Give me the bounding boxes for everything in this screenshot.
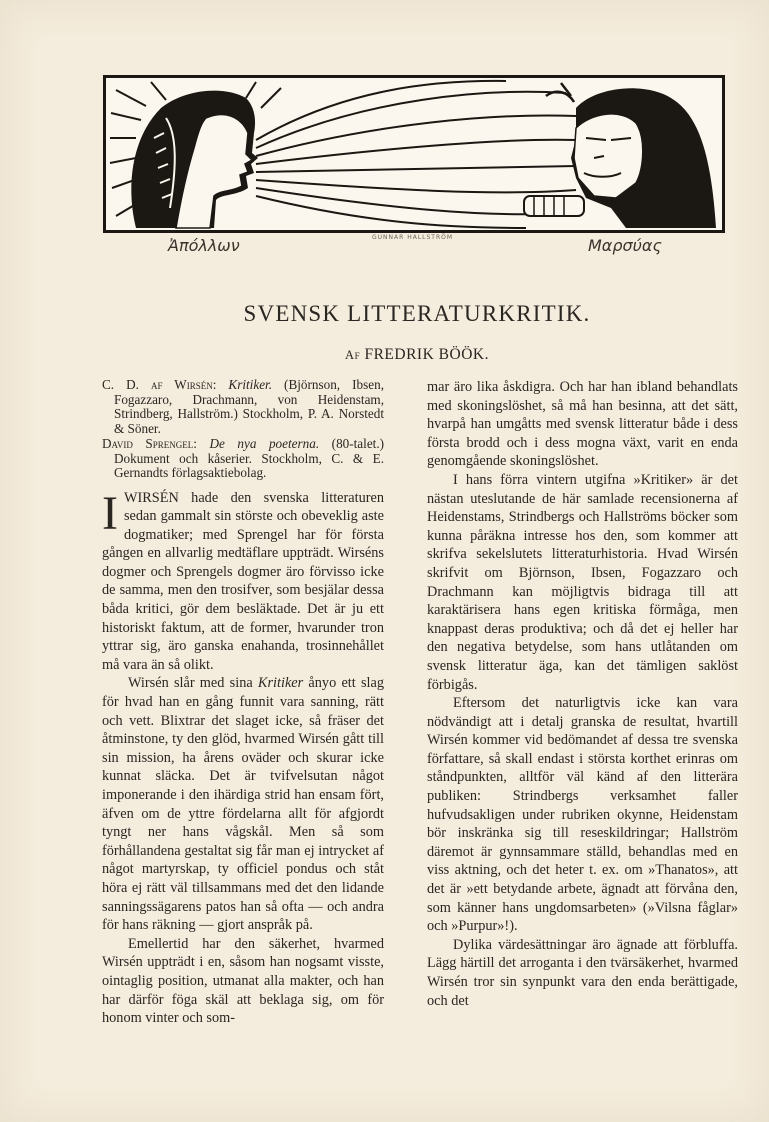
paragraph-text: ånyo ett slag för hvad han en gång funnit vara sanning, rätt och vett. Blixtrar det slaget icke, så fräser det åtminstone, ty den glöd, hvarmed Wirsén gått till sin mission, ha årens oväder och skurar icke kunnat släcka. Det är tvifvelsutan något imponerande i den ihärdiga strid han ensam fört, äfven om de yttre fördelarna allt för afgjordt tyngt ner hans vågskål. Men så som förhållandena gestaltat sig får man ej intrycket af något martyrskap, ty officiel pondus och ståt höra ej rätt väl tillsammans med det den lidande sanningssägarens patos han så ofta — och andra för hans räkning — gjort anspråk på.: [102, 675, 384, 934]
paragraph: Eftersom det naturligtvis icke kan vara nödvändigt att i detalj granska de resultat, hvartill Wirsén kommer vid bedömandet af dessa tre svenska författare, så skall endast i största korthet erinras om ståndpunkten, alltför väl känd af den litterära publiken: Strindbergs verksamhet faller hufvudsakligen under rubriken okynne, Heidenstam bör inskränka sig till reseskildringar; Hallström däremot är gynnsammare ställd, behandlas med en viss aktning, och det heter t. ex. om »Thanatos», att det är »ett betydande arbete, ägnadt att förvåna den, som känner hans ungdomsarbeten» (»Vilsna fåglar» och »Purpur»!).: [427, 695, 738, 935]
header-illustration: [103, 75, 725, 233]
byline-prefix: Af: [345, 348, 361, 362]
bib-details: (Björnson, Ibsen, Fogazzaro, Drachmann, von Heidenstam, Strindberg, Hallström.) Stockholm, P. A. Norstedt & Söner.: [114, 377, 384, 436]
work-title: Kritiker: [257, 675, 304, 692]
caption-apollo: Ἀπόλλων: [168, 236, 240, 255]
illustrator-signature: GUNNAR HALLSTRÖM: [372, 234, 454, 241]
drop-cap: I: [102, 486, 118, 540]
body-text-left: [102, 486, 384, 1028]
apollo-marsyas-illustration: [106, 78, 722, 230]
paragraph-text: Wirsén slår med sina: [128, 675, 258, 692]
marsyas-figure: [524, 83, 716, 228]
bibliography-entry: [102, 437, 384, 481]
bib-work: Kritiker.: [228, 377, 273, 392]
paragraph: Emellertid har den säkerhet, hvarmed Wirsén uppträdt i en, såsom han nogsamt visste, ointaglig position, utmanat alla makter, och han har därför föga skäl att beklaga sig, om för honom vinter och som-: [102, 935, 384, 1027]
left-column: [102, 378, 384, 1028]
bibliography-entry: [102, 378, 384, 436]
apollo-figure: [131, 91, 258, 228]
bib-work: De nya poeterna.: [209, 436, 320, 451]
article-title: SVENSK LITTERATURKRITIK.: [243, 301, 591, 326]
article-byline: [0, 346, 769, 364]
right-column: [427, 378, 738, 1010]
paragraph-text: WIRSÉN hade den svenska litteraturen sedan gammalt sin störste och obeveklig aste dogmatiker; med Sprengel har för första gången en allvarlig medtäflare uppträdt. Wirséns dogmer och Sprengels dogmer äro förvisso icke de samma, men den trosifver, som besjälar dessa båda kritici, gör dem besläktade. Det är ju ett historiskt faktum, att de former, hvarunder tron yttrar sig, äro ganska enahanda, trosinnehållet må vara än så olikt.: [102, 489, 384, 673]
bib-author: David Sprengel:: [102, 436, 197, 451]
paragraph: I hans förra vintern utgifna »Kritiker» är det nästan uteslutande de här samlade recensionerna af Heidenstams, Strindbergs och Hallströms böcker som kunna påräkna intresse hos den, som kommer att skrifva sekelslutets litteraturhistoria. Hvad Wirsén skrifvit om Björnson, Ibsen, Fogazzaro och Drachmann kan möjligtvis bidraga till att karaktärisera hans egen kritiska förmåga, men knappast deras produktiva; och då det ej heller har den negativa betydelse, som hans utlåtanden om svensk litteratur äga, kan det tämligen saklöst förbigås.: [427, 471, 738, 693]
caption-marsyas: Μαρσύας: [588, 236, 662, 255]
bib-details: (80-talet.) Dokument och kåserier. Stockholm, C. & E. Gernandts förlagsaktiebolag.: [114, 436, 385, 480]
paragraph: [102, 674, 384, 934]
bib-author: C. D. af Wirsén:: [102, 377, 217, 392]
paragraph: Dylika värdesättningar äro ägnade att förbluffa. Lägg härtill det arroganta i den tvärsäkerhet, hvarmed Wirsén tror sin synpunkt vara den enda berättigade, och det: [427, 936, 738, 1009]
paragraph: [102, 486, 384, 675]
byline-author: FREDRIK BÖÖK.: [364, 346, 489, 363]
paragraph: mar äro lika åskdigra. Och har han ibland behandlats med skoningslöshet, så må han besinna, att det sätt, hvarpå han umgåtts med svensk litteratur både i dess första brodd och i dess mogna växt, varit en enda genomgående skoningslöshet.: [427, 379, 738, 470]
